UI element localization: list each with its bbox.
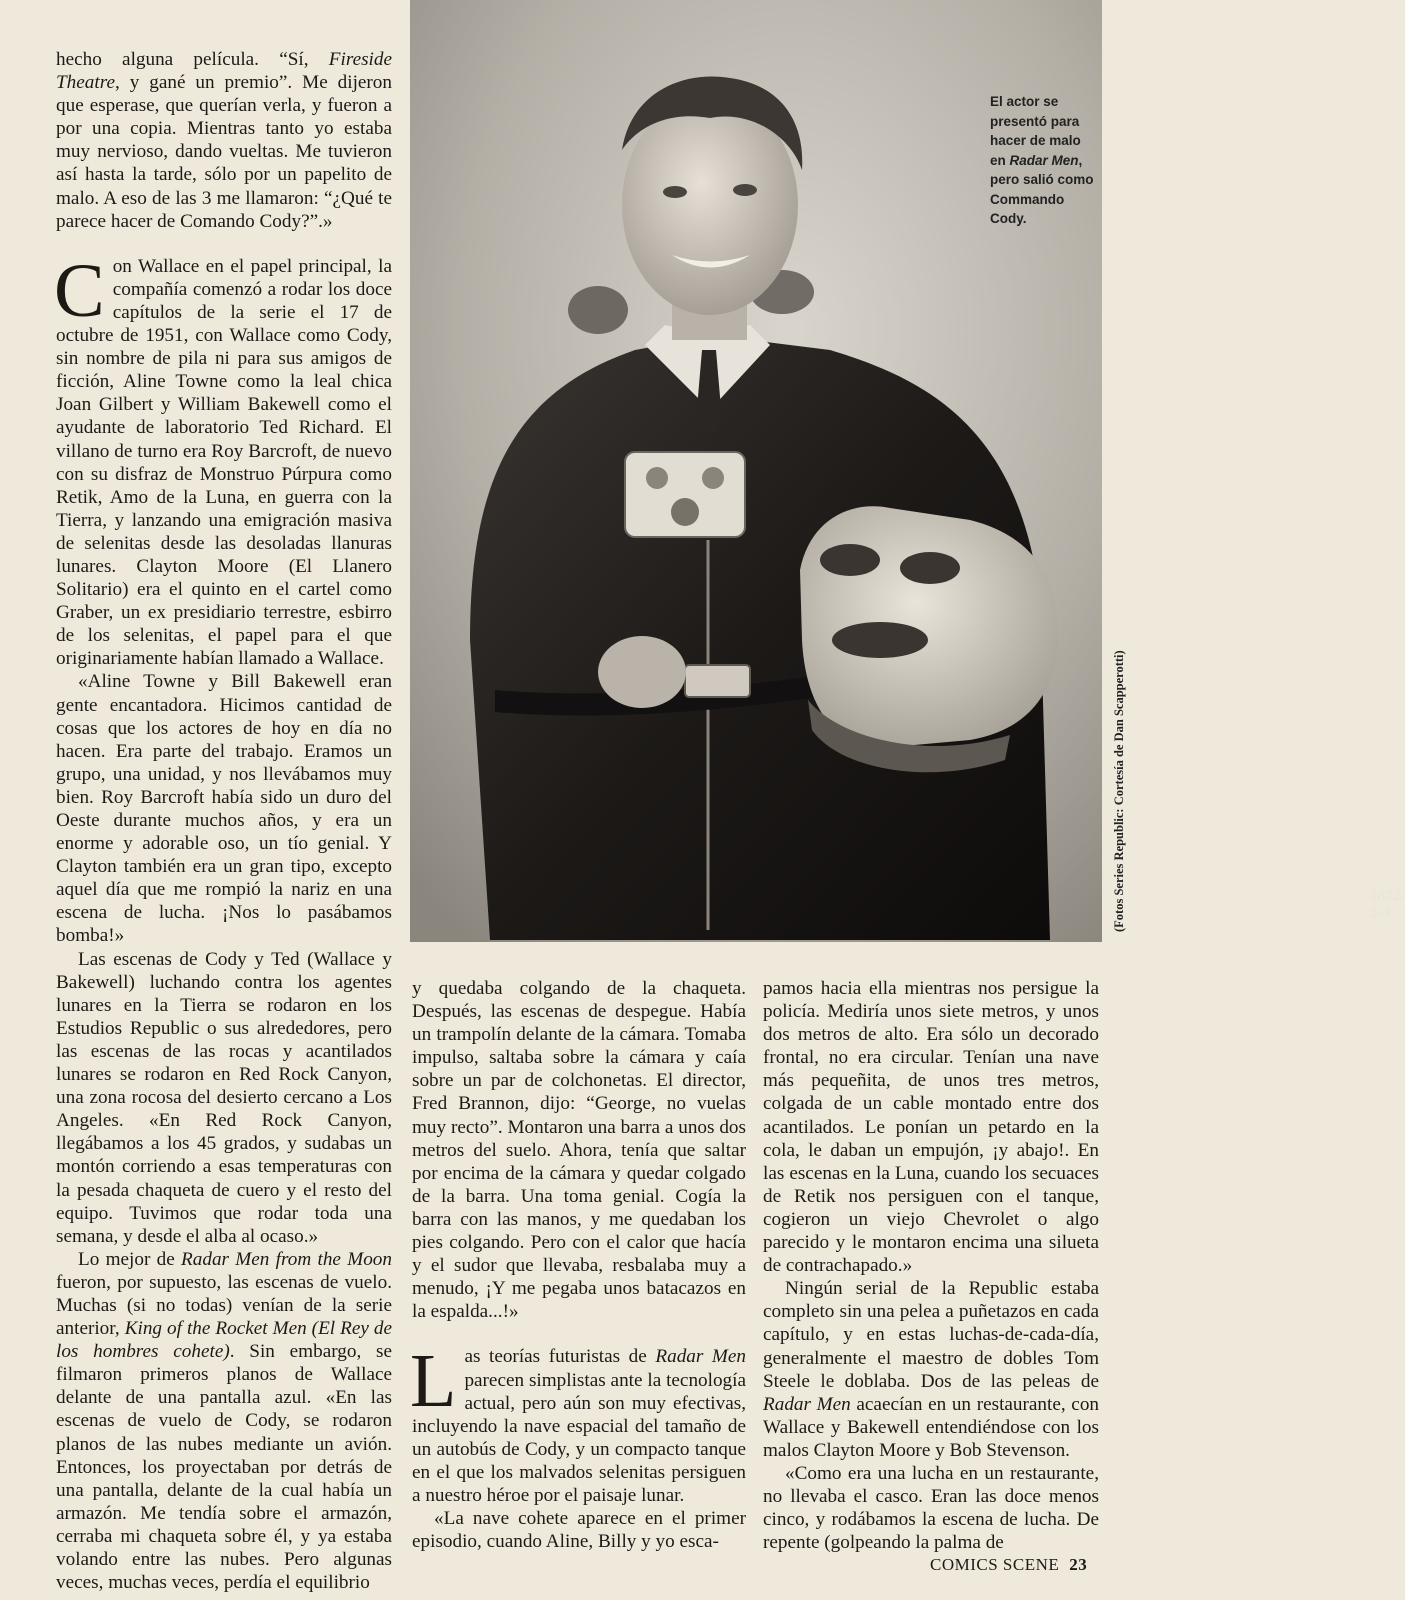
caption-title: Radar Men [1009,152,1079,168]
photo-credit: (Fotos Series Republic: Cortesía de Dan Scapperotti) [1112,650,1126,932]
paragraph-dropcap: Con Wallace en el papel principal, la compañía comenzó a rodar los doce capítulos de la serie el 17 de octubre de 1951, con Wallace como Cody, sin nombre de pila ni para sus amigos de ficción, Aline Towne como la leal chica Joan Gilbert y William Bakewell como el ayudante de laboratorio Ted Richard. El villano de turno era Roy Barcroft, de nuevo con su disfraz de Monstruo Púrpura como Retik, Amo de la Luna, en guerra con la Tierra, y lanzando una emigración masiva de selenitas desde las desoladas llanuras lunares. Clayton Moore (El Llanero Solitario) era el quinto en el cartel como Graber, un ex presidiario terrestre, esbirro de los selenitas, el papel para el que originariamente habían llamado a Wallace. [54,248,392,670]
text-column-2 [412,977,746,1553]
caption-text-end: , pero salió como Commando Cody. [990,152,1094,226]
photo-negative-number: 1832-5-3 [1370,888,1405,921]
photo-caption [990,92,1100,229]
page-number: 23 [1069,1555,1088,1574]
paragraph: pamos hacia ella mientras nos persigue la policía. Mediría unos siete metros, y unos dos metros de alto. Era sólo un decorado frontal, no era circular. Tenían una nave más pequeñita, de unos tres metros, colgada de un cable montado entre dos acantilados. Le ponían un petardo en la cola, le daban un empujón, ¡y abajo!. En las escenas en la Luna, cuando los secuaces de Retik nos persiguen con el tanque, cogieron un viejo Chevrolet o algo parecido y le montaron encima una silueta de contrachapado.» [763,978,1099,1277]
paragraph: Las escenas de Cody y Ted (Wallace y Bakewell) luchando contra los agentes lunares en la Tierra se rodaron en los Estudios Republic o sus alrededores, pero las escenas de las rocas y acantilados lunares se rodaron en Red Rock Canyon, una zona rocosa del desierto cercano a Los Angeles. «En Red Rock Canyon, llegábamos a los 45 grados, y sudabas un montón corriendo a esas temperaturas con la pesada chaqueta de cuero y el resto del equipo. Tuvimos que rodar toda una semana, y desde el alba al ocaso.» [56,948,392,1247]
paragraph: y quedaba colgando de la chaqueta. Después, las escenas de despegue. Había un trampolín delante de la cámara. Tomaba impulso, saltaba sobre la cámara y caía sobre un par de colchonetas. El director, Fred Brannon, dijo: “George, no vuelas muy recto”. Montaron una barra a unos dos metros del suelo. Ahora, tenía que saltar por encima de la cámara y quedar colgado de la barra. Una toma genial. Cogía la barra con las manos, y me quedaban los pies colgando. Pero con el calor que hacía y el sudor que llevaba, resbalaba muy a menudo, ¡Y me pegaba unos batacazos en la espalda...!» [412,978,746,1323]
paragraph: hecho alguna película. “Sí, Fireside Theatre, y gané un premio”. Me dijeron que esperase, que querían verla, y fueron a por una copia. Mientras tanto yo estaba muy nervioso, dando vueltas. Me tuvieron así hasta la tarde, sólo por un papelito de malo. A eso de las 3 me llamaron: “¿Qué te parece hacer de Comando Cody?”.» [56,49,392,232]
drop-cap: L [410,1339,457,1424]
caption-text: El actor se presentó para hacer de malo en [990,94,1081,168]
magazine-name: COMICS SCENE [930,1555,1060,1574]
paragraph: «Como era una lucha en un restaurante, no llevaba el casco. Eran las doce menos cinco, y rodábamos la escena de lucha. De repente (golpeando la palma de [763,1462,1099,1554]
page-footer [930,1555,1087,1575]
paragraph: «La nave cohete aparece en el primer episodio, cuando Aline, Billy y yo esca- [412,1508,746,1553]
drop-cap: C [54,248,105,333]
paragraph-dropcap: Las teorías futuristas de Radar Men parecen simplistas ante la tecnología actual, pero aún son muy efectivas, incluyendo la nave espacial del tamaño de un autobús de Cody, y un compacto tanque en el que los malvados selenitas persiguen a nuestro héroe por el paisaje lunar. [410,1339,747,1506]
paragraph: Ningún serial de la Republic estaba completo sin una pelea a puñetazos en cada capítulo, y en estas luchas-de-cada-día, generalmente el maestro de dobles Tom Steele le doblaba. Dos de las peleas de Radar Men acaecían en un restaurante, con Wallace y Bakewell entendiéndose con los malos Clayton Moore y Bob Stevenson. [763,1278,1100,1461]
text-column-3 [763,977,1099,1554]
paragraph: «Aline Towne y Bill Bakewell eran gente encantadora. Hicimos cantidad de cosas que los actores de hoy en día no hacen. Era parte del trabajo. Eramos un grupo, una unidad, y nos llevábamos muy bien. Roy Barcroft había sido un duro del Oeste durante muchos años, y era un enorme y adorable oso, un tío genial. Y Clayton también era un gran tipo, excepto aquel día que me rompió la nariz en una escena de lucha. ¡Nos lo pasábamos bomba!» [56,671,392,947]
text-column-1 [56,48,392,1594]
paragraph: Lo mejor de Radar Men from the Moon fueron, por supuesto, las escenas de vuelo. Muchas (si no todas) venían de la serie anterior, King of the Rocket Men (El Rey de los hombres cohete). Sin embargo, se filmaron primeros planos de Wallace delante de una pantalla azul. «En las escenas de vuelo de Cody, se rodaron planos de las nubes mediante un avión. Entonces, los proyectaban por detrás de una pantalla, delante de la cual había un armazón. Me tendía sobre el armazón, cerraba mi chaqueta sobre él, y ya estaba volando entre las nubes. Pero algunas veces, muchas veces, perdía el equilibrio [56,1248,392,1594]
